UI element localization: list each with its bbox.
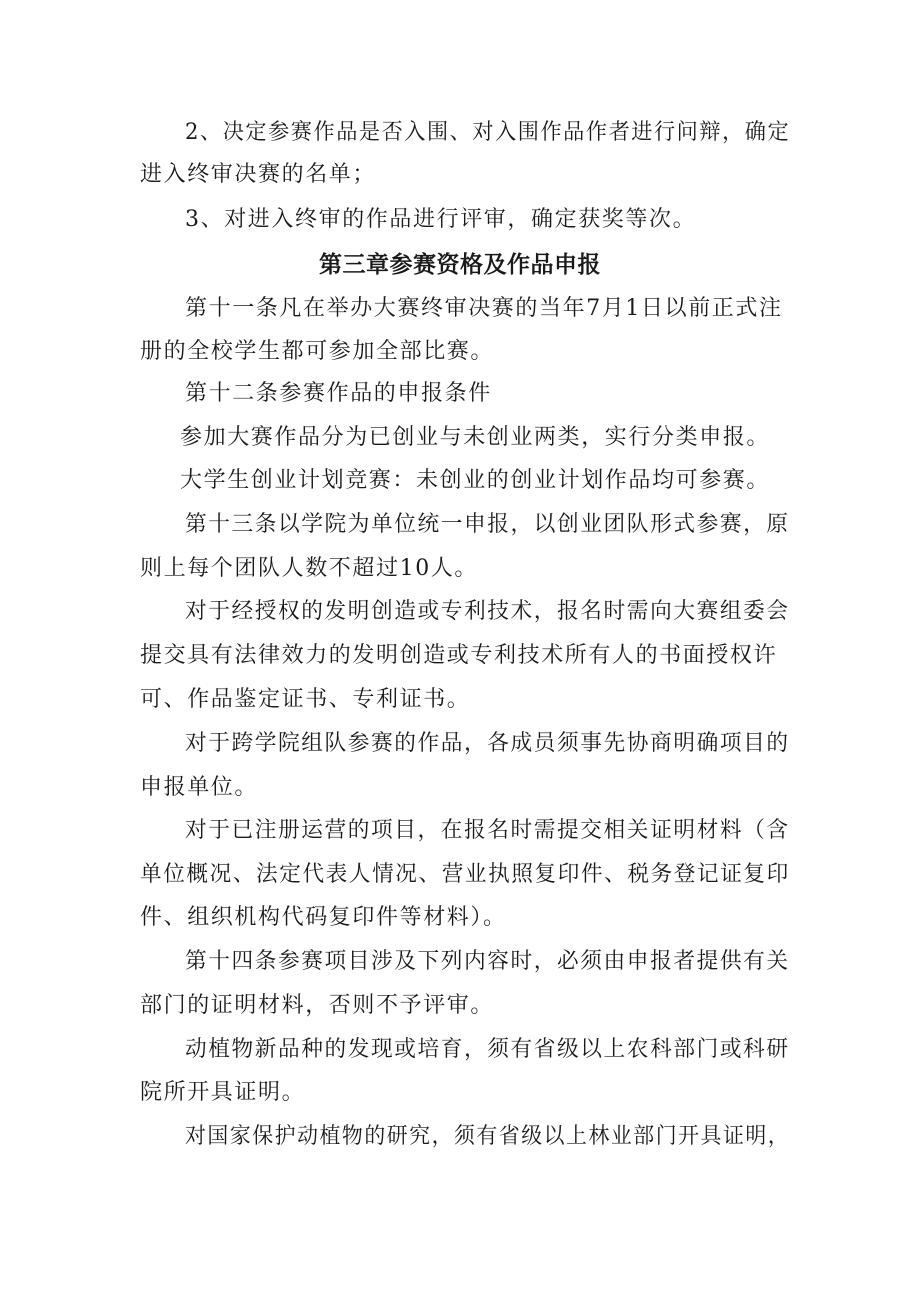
paragraph-line: 3、对进入终审的作品进行评审，确定获奖等次。 xyxy=(185,207,697,232)
paragraph-line: 申报单位。 xyxy=(140,775,259,800)
paragraph-line: 第十一条凡在举办大赛终审决赛的当年7月1日以前正式注 xyxy=(185,296,783,321)
paragraph-line: 院所开具证明。 xyxy=(140,1080,306,1105)
paragraph-line: 册的全校学生都可参加全部比赛。 xyxy=(140,339,495,364)
paragraph-line: 对于已注册运营的项目，在报名时需提交相关证明材料（含 xyxy=(185,818,790,843)
paragraph-line: 参加大赛作品分为已创业与未创业两类，实行分类申报。 xyxy=(180,425,771,450)
paragraph-line: 对于跨学院组队参赛的作品，各成员须事先协商明确项目的 xyxy=(185,731,790,756)
paragraph-line: 提交具有法律效力的发明创造或专利技术所有人的书面授权许 xyxy=(140,643,778,668)
paragraph-line: 第十二条参赛作品的申报条件 xyxy=(185,381,492,406)
paragraph-line: 2、决定参赛作品是否入围、对入围作品作者进行问辩，确定 xyxy=(185,120,791,145)
paragraph-line: 第十三条以学院为单位统一申报，以创业团队形式参赛，原 xyxy=(185,512,790,537)
paragraph-line: 对国家保护动植物的研究，须有省级以上林业部门开具证明， xyxy=(185,1124,791,1149)
paragraph-line: 大学生创业计划竞赛：未创业的创业计划作品均可参赛。 xyxy=(180,468,771,493)
paragraph-line: 单位概况、法定代表人情况、营业执照复印件、税务登记证复印 xyxy=(140,862,790,887)
paragraph-line: 第十四条参赛项目涉及下列内容时，必须由申报者提供有关 xyxy=(185,949,790,974)
paragraph-line: 进入终审决赛的名单； xyxy=(140,162,377,187)
paragraph-line: 对于经授权的发明创造或专利技术，报名时需向大赛组委会 xyxy=(185,599,790,624)
paragraph-line: 则上每个团队人数不超过10人。 xyxy=(140,556,478,581)
paragraph-line: 件、组织机构代码复印件等材料）。 xyxy=(140,905,507,930)
paragraph-line: 部门的证明材料，否则不予评审。 xyxy=(140,993,495,1018)
paragraph-line: 动植物新品种的发现或培育，须有省级以上农科部门或科研 xyxy=(185,1037,790,1062)
paragraph-line: 可、作品鉴定证书、专利证书。 xyxy=(140,687,471,712)
chapter-heading: 第三章参赛资格及作品申报 xyxy=(319,252,601,278)
